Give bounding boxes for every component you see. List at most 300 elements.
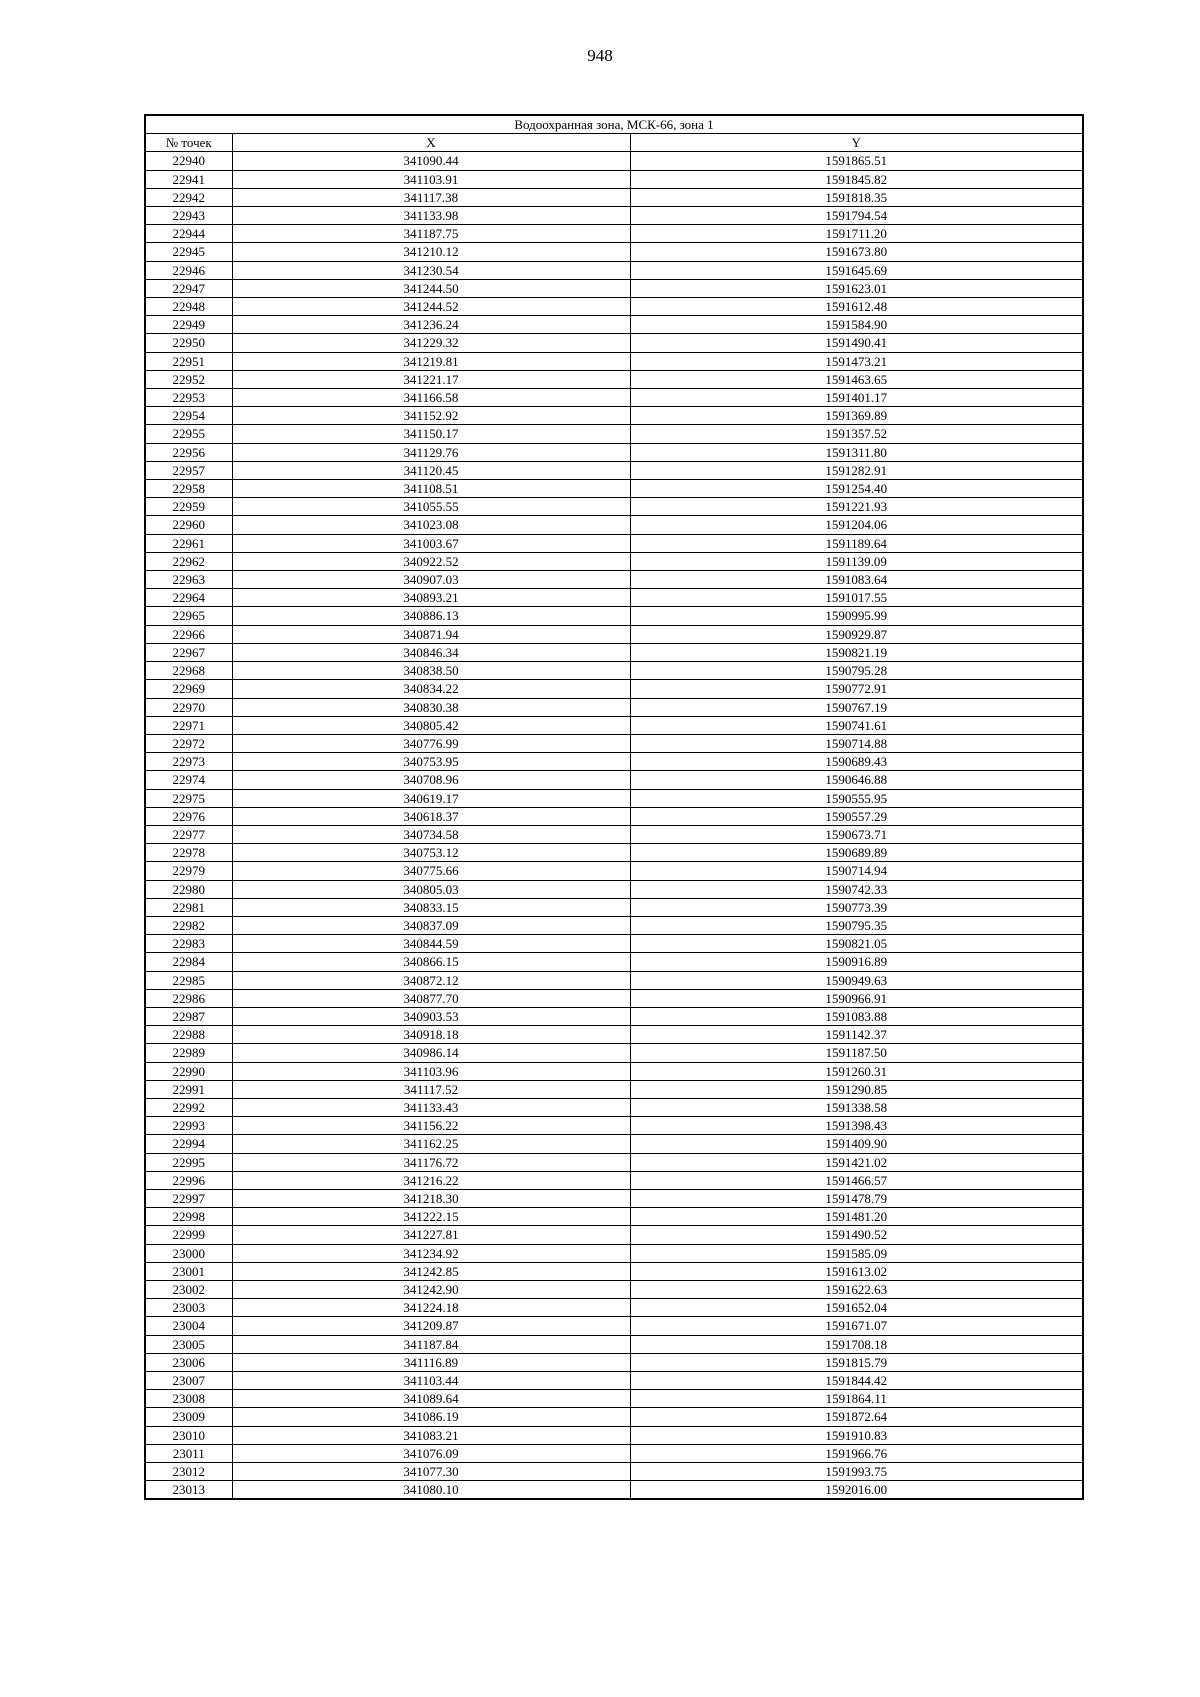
cell-x: 340903.53 [232,1007,630,1025]
cell-point-number: 22989 [145,1044,232,1062]
table-row [145,1244,1083,1262]
cell-point-number: 22986 [145,989,232,1007]
cell-x: 340918.18 [232,1026,630,1044]
cell-point-number: 22964 [145,589,232,607]
table-row [145,1098,1083,1116]
cell-point-number: 22953 [145,389,232,407]
cell-y: 1591473.21 [630,352,1083,370]
table-row [145,498,1083,516]
table-row [145,152,1083,170]
cell-y: 1591612.48 [630,298,1083,316]
column-header-y: Y [630,134,1083,152]
cell-x: 341234.92 [232,1244,630,1262]
cell-point-number: 23000 [145,1244,232,1262]
table-row [145,1463,1083,1481]
cell-x: 340922.52 [232,552,630,570]
table-row [145,534,1083,552]
cell-point-number: 22993 [145,1117,232,1135]
table-row [145,771,1083,789]
cell-y: 1590673.71 [630,825,1083,843]
cell-x: 341230.54 [232,261,630,279]
cell-point-number: 22957 [145,461,232,479]
cell-x: 341187.84 [232,1335,630,1353]
cell-x: 341242.85 [232,1262,630,1280]
table-row [145,1408,1083,1426]
table-row [145,1353,1083,1371]
cell-y: 1591478.79 [630,1189,1083,1207]
table-row [145,334,1083,352]
table-row [145,1117,1083,1135]
table-row [145,316,1083,334]
cell-point-number: 22950 [145,334,232,352]
cell-y: 1591490.52 [630,1226,1083,1244]
cell-point-number: 22965 [145,607,232,625]
cell-x: 341210.12 [232,243,630,261]
cell-point-number: 22952 [145,370,232,388]
table-row [145,589,1083,607]
cell-x: 341244.50 [232,279,630,297]
cell-y: 1591409.90 [630,1135,1083,1153]
cell-point-number: 23002 [145,1281,232,1299]
table-row [145,862,1083,880]
cell-point-number: 23007 [145,1372,232,1390]
cell-x: 340753.12 [232,844,630,862]
cell-x: 341120.45 [232,461,630,479]
cell-point-number: 22990 [145,1062,232,1080]
table-row [145,1226,1083,1244]
cell-point-number: 23001 [145,1262,232,1280]
table-row [145,1317,1083,1335]
table-row [145,1026,1083,1044]
page-number: 948 [587,46,613,65]
cell-x: 341117.52 [232,1080,630,1098]
cell-x: 340753.95 [232,753,630,771]
cell-y: 1591311.80 [630,443,1083,461]
cell-point-number: 22970 [145,698,232,716]
cell-x: 341229.32 [232,334,630,352]
table-row [145,989,1083,1007]
cell-point-number: 22961 [145,534,232,552]
cell-y: 1591645.69 [630,261,1083,279]
cell-x: 341156.22 [232,1117,630,1135]
cell-point-number: 22980 [145,880,232,898]
table-row [145,1153,1083,1171]
cell-point-number: 23013 [145,1481,232,1500]
table-row [145,370,1083,388]
cell-x: 341090.44 [232,152,630,170]
cell-x: 341077.30 [232,1463,630,1481]
table-row [145,807,1083,825]
cell-y: 1591872.64 [630,1408,1083,1426]
cell-y: 1590929.87 [630,625,1083,643]
cell-y: 1591844.42 [630,1372,1083,1390]
cell-y: 1592016.00 [630,1481,1083,1500]
cell-point-number: 22981 [145,898,232,916]
cell-y: 1591189.64 [630,534,1083,552]
table-row [145,1208,1083,1226]
cell-point-number: 23004 [145,1317,232,1335]
cell-point-number: 22968 [145,662,232,680]
cell-point-number: 22958 [145,480,232,498]
cell-point-number: 22956 [145,443,232,461]
cell-x: 341133.98 [232,207,630,225]
cell-y: 1590557.29 [630,807,1083,825]
cell-x: 340893.21 [232,589,630,607]
cell-x: 341023.08 [232,516,630,534]
cell-x: 341133.43 [232,1098,630,1116]
cell-x: 341152.92 [232,407,630,425]
cell-x: 341076.09 [232,1444,630,1462]
cell-point-number: 22975 [145,789,232,807]
cell-x: 340837.09 [232,916,630,934]
cell-y: 1590555.95 [630,789,1083,807]
cell-x: 340708.96 [232,771,630,789]
cell-y: 1590949.63 [630,971,1083,989]
table-row [145,1299,1083,1317]
cell-y: 1591845.82 [630,170,1083,188]
table-row [145,898,1083,916]
cell-x: 341224.18 [232,1299,630,1317]
cell-point-number: 23009 [145,1408,232,1426]
cell-y: 1591966.76 [630,1444,1083,1462]
table-row [145,1007,1083,1025]
cell-x: 340805.42 [232,716,630,734]
cell-x: 340734.58 [232,825,630,843]
cell-y: 1591910.83 [630,1426,1083,1444]
cell-y: 1591794.54 [630,207,1083,225]
table-title: Водоохранная зона, МСК-66, зона 1 [145,115,1083,134]
cell-y: 1591401.17 [630,389,1083,407]
cell-point-number: 23011 [145,1444,232,1462]
cell-point-number: 22977 [145,825,232,843]
cell-x: 340866.15 [232,953,630,971]
table-body [145,152,1083,1500]
cell-y: 1590795.28 [630,662,1083,680]
table-row [145,625,1083,643]
cell-point-number: 22960 [145,516,232,534]
cell-x: 341103.44 [232,1372,630,1390]
table-row [145,279,1083,297]
cell-point-number: 22995 [145,1153,232,1171]
table-row [145,1335,1083,1353]
table-row [145,789,1083,807]
cell-point-number: 22972 [145,734,232,752]
table-row [145,1135,1083,1153]
cell-point-number: 22976 [145,807,232,825]
cell-point-number: 22941 [145,170,232,188]
cell-y: 1591585.09 [630,1244,1083,1262]
cell-point-number: 22944 [145,225,232,243]
cell-x: 341055.55 [232,498,630,516]
cell-y: 1591818.35 [630,188,1083,206]
cell-point-number: 22940 [145,152,232,170]
cell-y: 1591260.31 [630,1062,1083,1080]
table-row [145,1481,1083,1500]
cell-y: 1591204.06 [630,516,1083,534]
cell-x: 341080.10 [232,1481,630,1500]
cell-point-number: 22949 [145,316,232,334]
cell-y: 1590773.39 [630,898,1083,916]
table-row [145,261,1083,279]
column-header-point-number: № точек [145,134,232,152]
cell-point-number: 22997 [145,1189,232,1207]
cell-point-number: 22963 [145,571,232,589]
cell-x: 341129.76 [232,443,630,461]
table-row [145,480,1083,498]
table-row [145,716,1083,734]
cell-y: 1590916.89 [630,953,1083,971]
cell-x: 340838.50 [232,662,630,680]
table-row [145,1444,1083,1462]
cell-y: 1591652.04 [630,1299,1083,1317]
table-row [145,1262,1083,1280]
cell-point-number: 23010 [145,1426,232,1444]
cell-x: 341244.52 [232,298,630,316]
cell-point-number: 22992 [145,1098,232,1116]
cell-x: 341222.15 [232,1208,630,1226]
cell-y: 1590646.88 [630,771,1083,789]
table-row [145,188,1083,206]
cell-y: 1590772.91 [630,680,1083,698]
cell-y: 1591864.11 [630,1390,1083,1408]
cell-x: 340844.59 [232,935,630,953]
cell-y: 1591290.85 [630,1080,1083,1098]
cell-x: 340871.94 [232,625,630,643]
cell-point-number: 22969 [145,680,232,698]
table-row [145,170,1083,188]
table-row [145,552,1083,570]
table-row [145,607,1083,625]
cell-point-number: 22951 [145,352,232,370]
cell-x: 341236.24 [232,316,630,334]
cell-y: 1590821.19 [630,643,1083,661]
cell-point-number: 22991 [145,1080,232,1098]
cell-y: 1591622.63 [630,1281,1083,1299]
table-row [145,425,1083,443]
cell-y: 1591369.89 [630,407,1083,425]
cell-point-number: 22945 [145,243,232,261]
table-row [145,698,1083,716]
cell-y: 1591338.58 [630,1098,1083,1116]
cell-point-number: 23003 [145,1299,232,1317]
cell-point-number: 22988 [145,1026,232,1044]
cell-x: 341083.21 [232,1426,630,1444]
table-row [145,389,1083,407]
cell-x: 340877.70 [232,989,630,1007]
cell-y: 1591187.50 [630,1044,1083,1062]
cell-x: 340775.66 [232,862,630,880]
table-row [145,207,1083,225]
table-row [145,516,1083,534]
cell-x: 340872.12 [232,971,630,989]
table-row [145,352,1083,370]
table-row [145,443,1083,461]
table-row [145,225,1083,243]
cell-x: 341103.96 [232,1062,630,1080]
cell-y: 1591865.51 [630,152,1083,170]
cell-point-number: 22942 [145,188,232,206]
table-row [145,953,1083,971]
cell-point-number: 22973 [145,753,232,771]
cell-x: 341187.75 [232,225,630,243]
table-row [145,243,1083,261]
cell-x: 340834.22 [232,680,630,698]
cell-x: 340846.34 [232,643,630,661]
table-row [145,1044,1083,1062]
cell-point-number: 22971 [145,716,232,734]
cell-y: 1591993.75 [630,1463,1083,1481]
table-row [145,1281,1083,1299]
cell-point-number: 22947 [145,279,232,297]
cell-point-number: 23012 [145,1463,232,1481]
cell-x: 341108.51 [232,480,630,498]
table-row [145,662,1083,680]
cell-x: 341162.25 [232,1135,630,1153]
table-row [145,1426,1083,1444]
cell-point-number: 22985 [145,971,232,989]
cell-y: 1590966.91 [630,989,1083,1007]
cell-x: 340907.03 [232,571,630,589]
cell-y: 1591463.65 [630,370,1083,388]
cell-y: 1591142.37 [630,1026,1083,1044]
cell-y: 1590767.19 [630,698,1083,716]
table-row [145,1080,1083,1098]
cell-y: 1590821.05 [630,935,1083,953]
cell-point-number: 22948 [145,298,232,316]
cell-x: 341221.17 [232,370,630,388]
cell-y: 1590995.99 [630,607,1083,625]
table-row [145,407,1083,425]
cell-x: 341103.91 [232,170,630,188]
cell-point-number: 22987 [145,1007,232,1025]
table-row [145,1390,1083,1408]
cell-x: 341242.90 [232,1281,630,1299]
cell-x: 341216.22 [232,1171,630,1189]
cell-x: 340986.14 [232,1044,630,1062]
table-row [145,298,1083,316]
cell-point-number: 22994 [145,1135,232,1153]
cell-x: 340776.99 [232,734,630,752]
cell-point-number: 23005 [145,1335,232,1353]
cell-point-number: 22978 [145,844,232,862]
table-row [145,643,1083,661]
cell-y: 1590689.43 [630,753,1083,771]
cell-y: 1590689.89 [630,844,1083,862]
table-row [145,1372,1083,1390]
cell-x: 341166.58 [232,389,630,407]
cell-point-number: 23006 [145,1353,232,1371]
table-row [145,971,1083,989]
cell-point-number: 22998 [145,1208,232,1226]
cell-y: 1591083.64 [630,571,1083,589]
cell-point-number: 22999 [145,1226,232,1244]
table-row [145,1171,1083,1189]
cell-point-number: 22979 [145,862,232,880]
cell-x: 341003.67 [232,534,630,552]
cell-point-number: 22959 [145,498,232,516]
cell-point-number: 22996 [145,1171,232,1189]
cell-x: 341117.38 [232,188,630,206]
cell-x: 340619.17 [232,789,630,807]
cell-y: 1590741.61 [630,716,1083,734]
cell-y: 1591083.88 [630,1007,1083,1025]
table-row [145,1062,1083,1080]
cell-y: 1591708.18 [630,1335,1083,1353]
cell-y: 1591466.57 [630,1171,1083,1189]
cell-y: 1590795.35 [630,916,1083,934]
cell-y: 1590742.33 [630,880,1083,898]
cell-point-number: 22982 [145,916,232,934]
table-row [145,571,1083,589]
table-row [145,916,1083,934]
cell-x: 341086.19 [232,1408,630,1426]
cell-x: 341089.64 [232,1390,630,1408]
cell-point-number: 22946 [145,261,232,279]
cell-x: 341209.87 [232,1317,630,1335]
column-header-x: X [232,134,630,152]
cell-x: 340830.38 [232,698,630,716]
cell-y: 1591221.93 [630,498,1083,516]
cell-x: 340886.13 [232,607,630,625]
cell-x: 340833.15 [232,898,630,916]
cell-y: 1591613.02 [630,1262,1083,1280]
cell-y: 1591673.80 [630,243,1083,261]
cell-point-number: 22983 [145,935,232,953]
table-row [145,680,1083,698]
cell-y: 1591671.07 [630,1317,1083,1335]
table-row [145,1189,1083,1207]
table-row [145,844,1083,862]
cell-x: 341176.72 [232,1153,630,1171]
table-row [145,935,1083,953]
cell-x: 341116.89 [232,1353,630,1371]
cell-point-number: 23008 [145,1390,232,1408]
cell-y: 1591017.55 [630,589,1083,607]
cell-x: 341218.30 [232,1189,630,1207]
table-row [145,734,1083,752]
cell-y: 1591490.41 [630,334,1083,352]
cell-point-number: 22955 [145,425,232,443]
cell-point-number: 22962 [145,552,232,570]
table-row [145,753,1083,771]
cell-x: 341227.81 [232,1226,630,1244]
cell-x: 341219.81 [232,352,630,370]
cell-x: 340805.03 [232,880,630,898]
cell-y: 1591815.79 [630,1353,1083,1371]
cell-y: 1591711.20 [630,225,1083,243]
cell-point-number: 22984 [145,953,232,971]
cell-y: 1591623.01 [630,279,1083,297]
cell-y: 1591282.91 [630,461,1083,479]
cell-x: 341150.17 [232,425,630,443]
cell-point-number: 22943 [145,207,232,225]
cell-y: 1591139.09 [630,552,1083,570]
cell-point-number: 22974 [145,771,232,789]
table-row [145,825,1083,843]
cell-y: 1591398.43 [630,1117,1083,1135]
table-row [145,880,1083,898]
cell-point-number: 22954 [145,407,232,425]
cell-y: 1590714.94 [630,862,1083,880]
cell-y: 1591254.40 [630,480,1083,498]
cell-y: 1591357.52 [630,425,1083,443]
cell-y: 1591584.90 [630,316,1083,334]
cell-y: 1591481.20 [630,1208,1083,1226]
cell-x: 340618.37 [232,807,630,825]
cell-point-number: 22966 [145,625,232,643]
cell-y: 1590714.88 [630,734,1083,752]
table-row [145,461,1083,479]
